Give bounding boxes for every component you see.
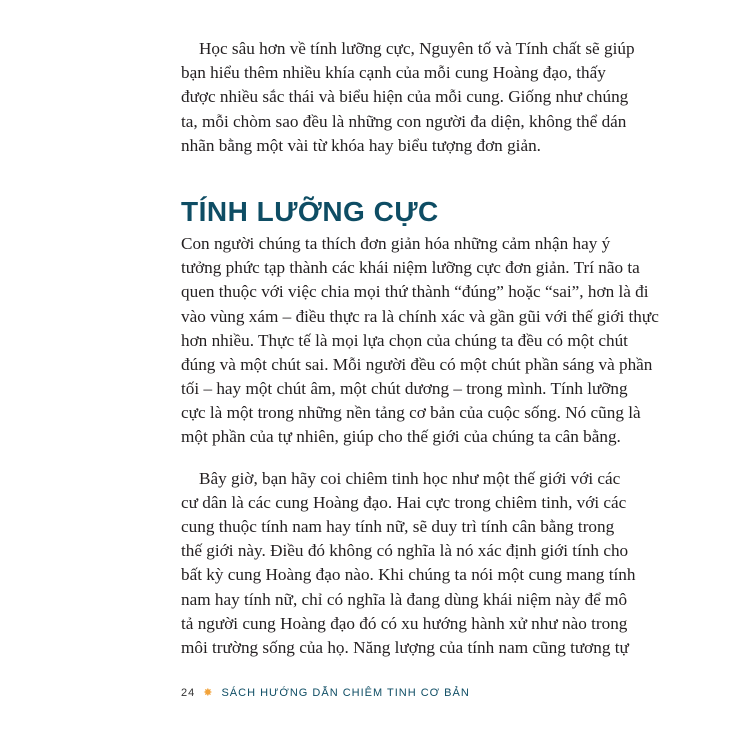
text-line: quen thuộc với việc chia mọi thứ thành “đúng” hoặc “sai”, hơn là đi bbox=[181, 282, 649, 302]
text-line: nhãn bằng một vài từ khóa hay biểu tượng đơn giản. bbox=[181, 135, 541, 155]
star-icon: ✸ bbox=[203, 687, 214, 699]
text-line: vào vùng xám – điều thực ra là chính xác và gần gũi với thế giới thực bbox=[181, 306, 659, 326]
text-line: thế giới này. Điều đó không có nghĩa là nó xác định giới tính cho bbox=[181, 541, 629, 561]
text-line: đúng và một chút sai. Mỗi người đều có một chút phần sáng và phần bbox=[181, 354, 653, 374]
intro-paragraph bbox=[181, 37, 635, 158]
text-line: tả người cung Hoàng đạo đó có xu hướng hành xử như nào trong bbox=[181, 613, 628, 633]
text-line: ta, mỗi chòm sao đều là những con người đa diện, không thể dán bbox=[181, 111, 627, 131]
page-number: 24 bbox=[181, 686, 196, 699]
text-line: tối – hay một chút âm, một chút dương – trong mình. Tính lưỡng bbox=[181, 379, 628, 399]
text-line: cư dân là các cung Hoàng đạo. Hai cực trong chiêm tinh, với các bbox=[181, 492, 627, 512]
text-line: cực là một trong những nền tảng cơ bản của cuộc sống. Nó cũng là bbox=[181, 403, 641, 423]
text-line: được nhiều sắc thái và biểu hiện của mỗi cung. Giống như chúng bbox=[181, 87, 629, 107]
text-line: nam hay tính nữ, chỉ có nghĩa là đang dùng khái niệm này để mô bbox=[181, 589, 628, 609]
text-line: Bây giờ, bạn hãy coi chiêm tinh học như một thế giới với các bbox=[199, 468, 621, 488]
text-line: cung thuộc tính nam hay tính nữ, sẽ duy trì tính cân bằng trong bbox=[181, 517, 615, 536]
text-line: môi trường sống của họ. Năng lượng của tính nam cũng tương tự bbox=[181, 637, 629, 657]
text-line: bất kỳ cung Hoàng đạo nào. Khi chúng ta nói một cung mang tính bbox=[181, 565, 636, 585]
book-title: SÁCH HƯỚNG DẪN CHIÊM TINH CƠ BẢN bbox=[221, 686, 470, 699]
section-heading: TÍNH LƯỠNG CỰC bbox=[181, 195, 439, 227]
text-line: tưởng phức tạp thành các khái niệm lưỡng cực đơn giản. Trí não ta bbox=[181, 258, 640, 278]
polarity-paragraph bbox=[181, 232, 659, 450]
page-footer bbox=[181, 686, 470, 699]
astrology-paragraph bbox=[181, 467, 636, 661]
text-line: Con người chúng ta thích đơn giản hóa những cảm nhận hay ý bbox=[181, 233, 611, 253]
text-line: hơn nhiều. Thực tế là mọi lựa chọn của chúng ta đều có một chút bbox=[181, 330, 628, 350]
text-line: Học sâu hơn về tính lưỡng cực, Nguyên tố và Tính chất sẽ giúp bbox=[199, 39, 635, 58]
text-line: bạn hiểu thêm nhiều khía cạnh của mỗi cung Hoàng đạo, thấy bbox=[181, 63, 606, 83]
page-body bbox=[181, 37, 659, 660]
text-line: một phần của tự nhiên, giúp cho thế giới của chúng ta cân bằng. bbox=[181, 427, 621, 447]
